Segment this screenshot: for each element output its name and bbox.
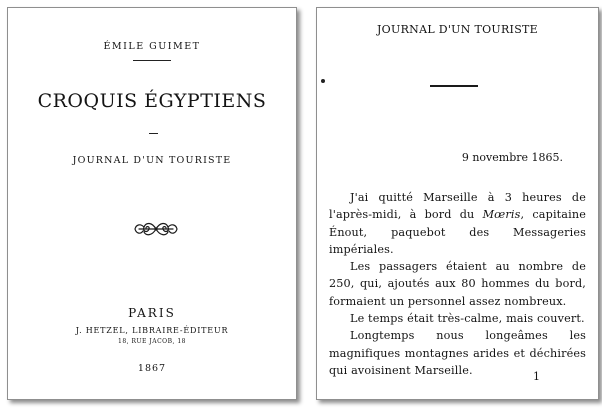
book-subtitle: JOURNAL D'UN TOURISTE	[72, 155, 232, 166]
body-text	[329, 189, 586, 379]
running-head: JOURNAL D'UN TOURISTE	[376, 23, 539, 36]
imprint-publisher: J. HETZEL, LIBRAIRE-ÉDITEUR	[75, 326, 229, 335]
ship-name: Mœris	[482, 208, 521, 222]
chapter-rule	[430, 85, 478, 87]
ink-speck	[321, 79, 325, 83]
decorative-flourish-icon	[133, 218, 179, 240]
author-name: ÉMILE GUIMET	[103, 41, 201, 52]
entry-date: 9 novembre 1865.	[461, 151, 563, 164]
imprint-city: PARIS	[128, 306, 176, 320]
paragraph-text: J'ai quitté Marseille à 3 heures de l'après-midi, à bord du	[329, 191, 586, 222]
text-page	[316, 7, 599, 400]
title-dash	[149, 133, 158, 134]
page-number: 1	[533, 370, 540, 383]
paragraph: Le temps était très-calme, mais couvert.	[350, 312, 585, 326]
book-title: CROQUIS ÉGYPTIENS	[37, 90, 267, 112]
title-rule	[133, 60, 171, 61]
imprint-address: 18, RUE JACOB, 18	[118, 338, 186, 345]
paragraph: Longtemps nous longeâmes les magnifiques montagnes arides et déchirées qui avoisinent Marseille.	[329, 329, 586, 377]
imprint-year: 1867	[137, 363, 167, 374]
paragraph	[329, 189, 586, 258]
title-page	[7, 7, 297, 400]
paragraph: Les passagers étaient au nombre de 250, qui, ajoutés aux 80 hommes du bord, formaient un personnel assez nombreux.	[329, 260, 586, 308]
paragraph-text: , capitaine Énout, paquebot des Messageries impériales.	[329, 208, 586, 256]
